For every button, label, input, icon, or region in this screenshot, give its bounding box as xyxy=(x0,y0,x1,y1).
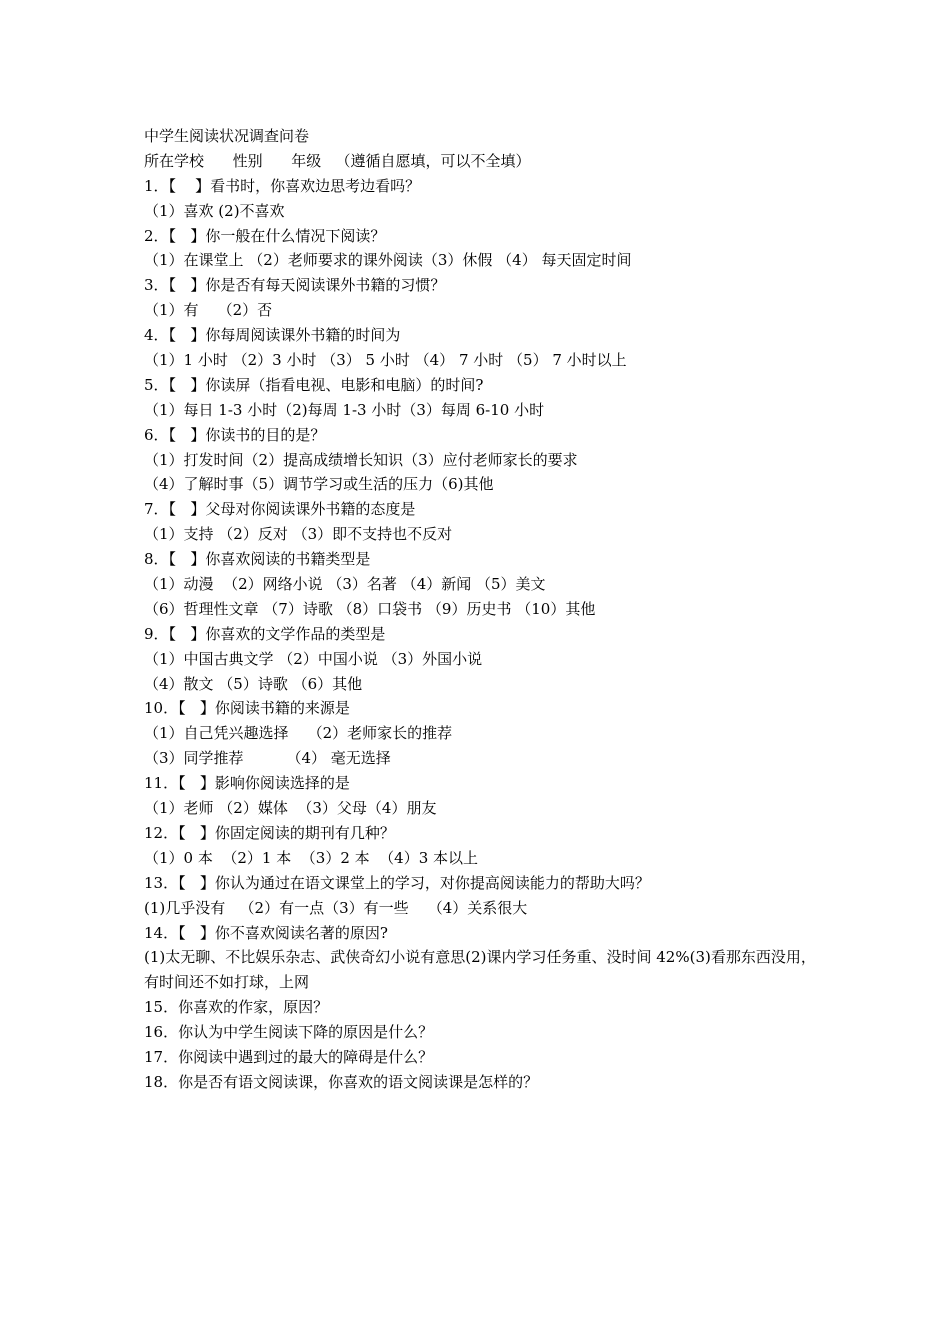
question-16: 16．你认为中学生阅读下降的原因是什么？ xyxy=(144,1023,434,1042)
question-6: 6．【 】你读书的目的是？ xyxy=(144,425,326,444)
question-4-options: （1）1 小时 （2）3 小时 （3） 5 小时 （4） 7 小时 （5） 7 小时以上 xyxy=(144,351,627,370)
question-4: 4．【 】你每周阅读课外书籍的时间为 xyxy=(144,326,401,345)
question-7-options: （1）支持 （2）反对 （3）即不支持也不反对 xyxy=(144,525,453,544)
questionnaire-document xyxy=(144,124,824,1095)
question-13: 13．【 】你认为通过在语文课堂上的学习，对你提高阅读能力的帮助大吗？ xyxy=(144,873,650,892)
question-15: 15．你喜欢的作家，原因？ xyxy=(144,998,329,1017)
question-8-options-b: （6）哲理性文章 （7）诗歌 （8）口袋书 （9）历史书 （10）其他 xyxy=(144,599,596,618)
document-title: 中学生阅读状况调查问卷 xyxy=(144,127,310,145)
question-5-options: （1）每日 1-3 小时（2)每周 1-3 小时（3）每周 6-10 小时 xyxy=(144,400,545,419)
question-14-options: (1)太无聊、不比娱乐杂志、武侠奇幻小说有意思(2)课内学习任务重、没时间 42%(3)看那东西没用，有时间还不如打球，上网 xyxy=(144,948,816,992)
question-10-options-b: （3）同学推荐 （4） 毫无选择 xyxy=(144,749,391,768)
question-2-options: （1）在课堂上 （2）老师要求的课外阅读（3）休假 （4） 每天固定时间 xyxy=(144,251,632,270)
question-1: 1．【 】看书时，你喜欢边思考边看吗？ xyxy=(144,176,421,195)
question-8: 8．【 】你喜欢阅读的书籍类型是 xyxy=(144,550,371,569)
question-9-options-b: （4）散文 （5）诗歌 （6）其他 xyxy=(144,674,363,693)
question-10: 10．【 】你阅读书籍的来源是 xyxy=(144,699,350,718)
question-17: 17．你阅读中遇到过的最大的障碍是什么？ xyxy=(144,1047,434,1066)
question-11: 11．【 】影响你阅读选择的是 xyxy=(144,774,350,793)
question-2: 2．【 】你一般在什么情况下阅读？ xyxy=(144,226,386,245)
question-13-options: (1)几乎没有 （2）有一点（3）有一些 （4）关系很大 xyxy=(144,898,528,917)
question-6-options-b: （4）了解时事（5）调节学习或生活的压力（6)其他 xyxy=(144,475,494,494)
question-18: 18．你是否有语文阅读课，你喜欢的语文阅读课是怎样的？ xyxy=(144,1072,539,1091)
question-5: 5．【 】你读屏（指看电视、电影和电脑）的时间? xyxy=(144,375,484,394)
question-1-options: （1）喜欢 (2)不喜欢 xyxy=(144,201,285,220)
question-8-options-a: （1）动漫 （2）网络小说 （3）名著 （4）新闻 （5）美文 xyxy=(144,575,546,594)
question-12: 12．【 】你固定阅读的期刊有几种？ xyxy=(144,823,395,842)
question-6-options-a: （1）打发时间（2）提高成绩增长知识（3）应付老师家长的要求 xyxy=(144,450,578,469)
question-14: 14．【 】你不喜欢阅读名著的原因? xyxy=(144,923,388,942)
question-9: 9．【 】你喜欢的文学作品的类型是 xyxy=(144,624,386,643)
question-10-options-a: （1）自己凭兴趣选择 （2）老师家长的推荐 xyxy=(144,724,453,743)
question-3: 3．【 】你是否有每天阅读课外书籍的习惯？ xyxy=(144,276,446,295)
question-3-options: （1）有 （2）否 xyxy=(144,301,273,320)
question-7: 7．【 】父母对你阅读课外书籍的态度是 xyxy=(144,500,416,519)
question-11-options: （1）老师 （2）媒体 （3）父母（4）朋友 xyxy=(144,799,437,818)
question-9-options-a: （1）中国古典文学 （2）中国小说 （3）外国小说 xyxy=(144,649,483,668)
question-12-options: （1）0 本 （2）1 本 （3）2 本 （4）3 本以上 xyxy=(144,848,479,867)
respondent-info-line: 所在学校 性别 年级 （遵循自愿填，可以不全填） xyxy=(144,151,531,170)
